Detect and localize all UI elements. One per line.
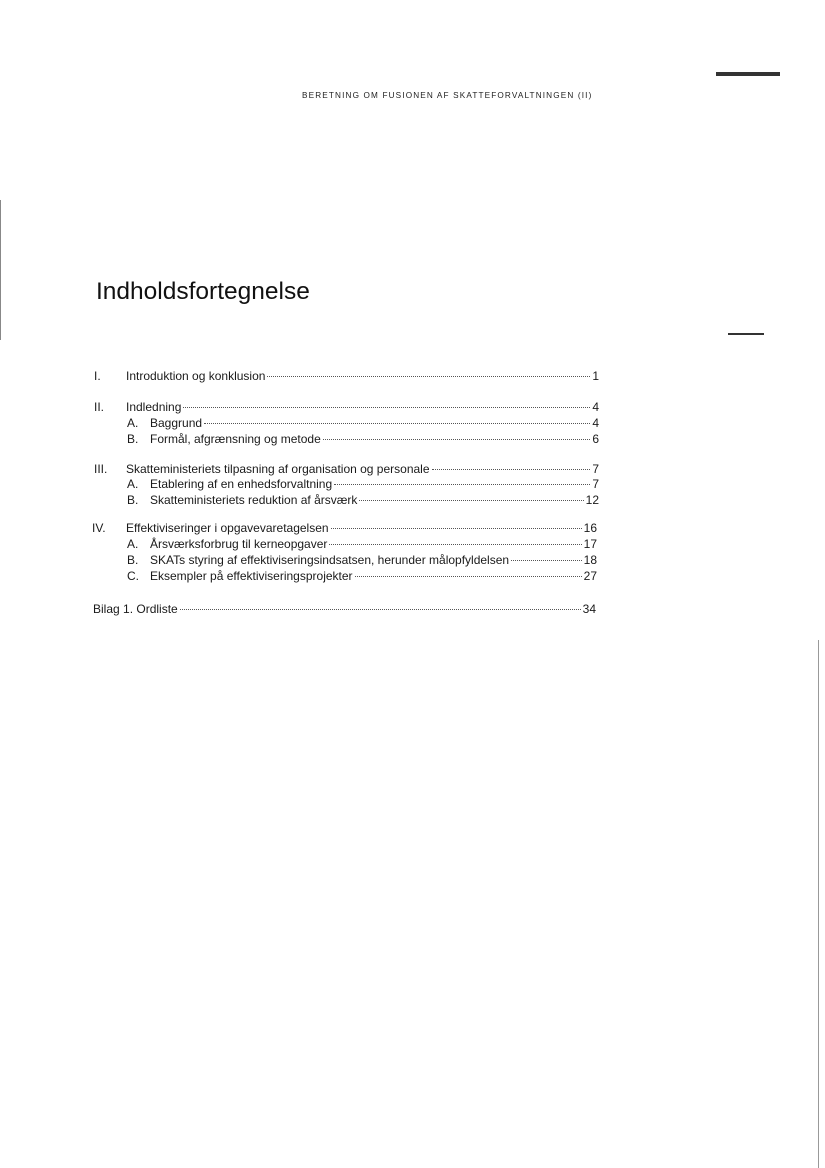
toc-entry-appendix[interactable] <box>93 601 596 617</box>
running-header: BERETNING OM FUSIONEN AF SKATTEFORVALTNINGEN (II) <box>302 91 593 100</box>
toc-entry-chapter[interactable] <box>94 399 599 415</box>
toc-title: Indholdsfortegnelse <box>96 278 310 305</box>
toc-entry-text: SKATs styring af effektiviseringsindsatsen, herunder målopfyldelsen <box>150 553 510 567</box>
toc-leader-dots <box>329 544 581 545</box>
toc-entry-text: Effektiviseringer i opgavevaretagelsen <box>126 521 329 535</box>
toc-leader-dots <box>355 576 582 577</box>
toc-entry-page: 34 <box>582 602 596 616</box>
toc-entry-number: I. <box>94 369 101 383</box>
toc-entry-chapter[interactable] <box>92 520 597 536</box>
toc-entry-number: A. <box>127 477 139 491</box>
toc-entry-text: Formål, afgrænsning og metode <box>150 432 321 446</box>
toc-entry-section[interactable] <box>127 415 599 431</box>
toc-entry-number: A. <box>127 537 139 551</box>
toc-entry-number: B. <box>127 432 139 446</box>
toc-entry-number: II. <box>94 400 105 414</box>
scan-mark <box>728 333 764 335</box>
toc-entry-text: Introduktion og konklusion <box>126 369 266 383</box>
scan-edge <box>818 640 819 1168</box>
toc-entry-page: 27 <box>583 569 597 583</box>
toc-entry-page: 17 <box>583 537 597 551</box>
toc-leader-dots <box>204 423 590 424</box>
toc-leader-dots <box>180 609 581 610</box>
toc-entry-section[interactable] <box>127 568 597 584</box>
toc-entry-text: Baggrund <box>150 416 203 430</box>
toc-leader-dots <box>323 439 591 440</box>
toc-leader-dots <box>359 500 583 501</box>
toc-leader-dots <box>183 407 590 408</box>
toc-entry-number: A. <box>127 416 139 430</box>
toc-entry-section[interactable] <box>127 552 597 568</box>
toc-entry-page: 12 <box>585 493 599 507</box>
toc-entry-text: Årsværksforbrug til kerneopgaver <box>150 537 328 551</box>
toc-entry-text: Skatteministeriets reduktion af årsværk <box>150 493 358 507</box>
toc-leader-dots <box>331 528 582 529</box>
toc-entry-section[interactable] <box>127 492 599 508</box>
toc-entry-chapter[interactable] <box>94 461 599 477</box>
scan-edge <box>0 200 1 340</box>
toc-leader-dots <box>511 560 582 561</box>
toc-entry-number: B. <box>127 493 139 507</box>
toc-entry-number: C. <box>127 569 139 583</box>
toc-entry-page: 16 <box>583 521 597 535</box>
toc-entry-chapter[interactable] <box>94 368 599 384</box>
toc-entry-text: Eksempler på effektiviseringsprojekter <box>150 569 353 583</box>
toc-entry-page: 7 <box>592 477 599 491</box>
toc-entry-text: Bilag 1. Ordliste <box>93 602 178 616</box>
toc-entry-page: 18 <box>583 553 597 567</box>
scan-mark <box>716 72 780 76</box>
toc-entry-page: 4 <box>592 400 599 414</box>
toc-entry-page: 7 <box>592 462 599 476</box>
toc-entry-page: 6 <box>592 432 599 446</box>
toc-entry-text: Indledning <box>126 400 182 414</box>
toc-entry-number: III. <box>94 462 108 476</box>
toc-entry-text: Etablering af en enhedsforvaltning <box>150 477 333 491</box>
toc-leader-dots <box>432 469 591 470</box>
toc-entry-number: B. <box>127 553 139 567</box>
toc-entry-number: IV. <box>92 521 106 535</box>
toc-entry-page: 4 <box>592 416 599 430</box>
toc-entry-text: Skatteministeriets tilpasning af organisation og personale <box>126 462 430 476</box>
toc-leader-dots <box>334 484 590 485</box>
toc-leader-dots <box>267 376 590 377</box>
toc-entry-section[interactable] <box>127 476 599 492</box>
toc-entry-page: 1 <box>592 369 599 383</box>
toc-entry-section[interactable] <box>127 536 597 552</box>
toc-entry-section[interactable] <box>127 431 599 447</box>
